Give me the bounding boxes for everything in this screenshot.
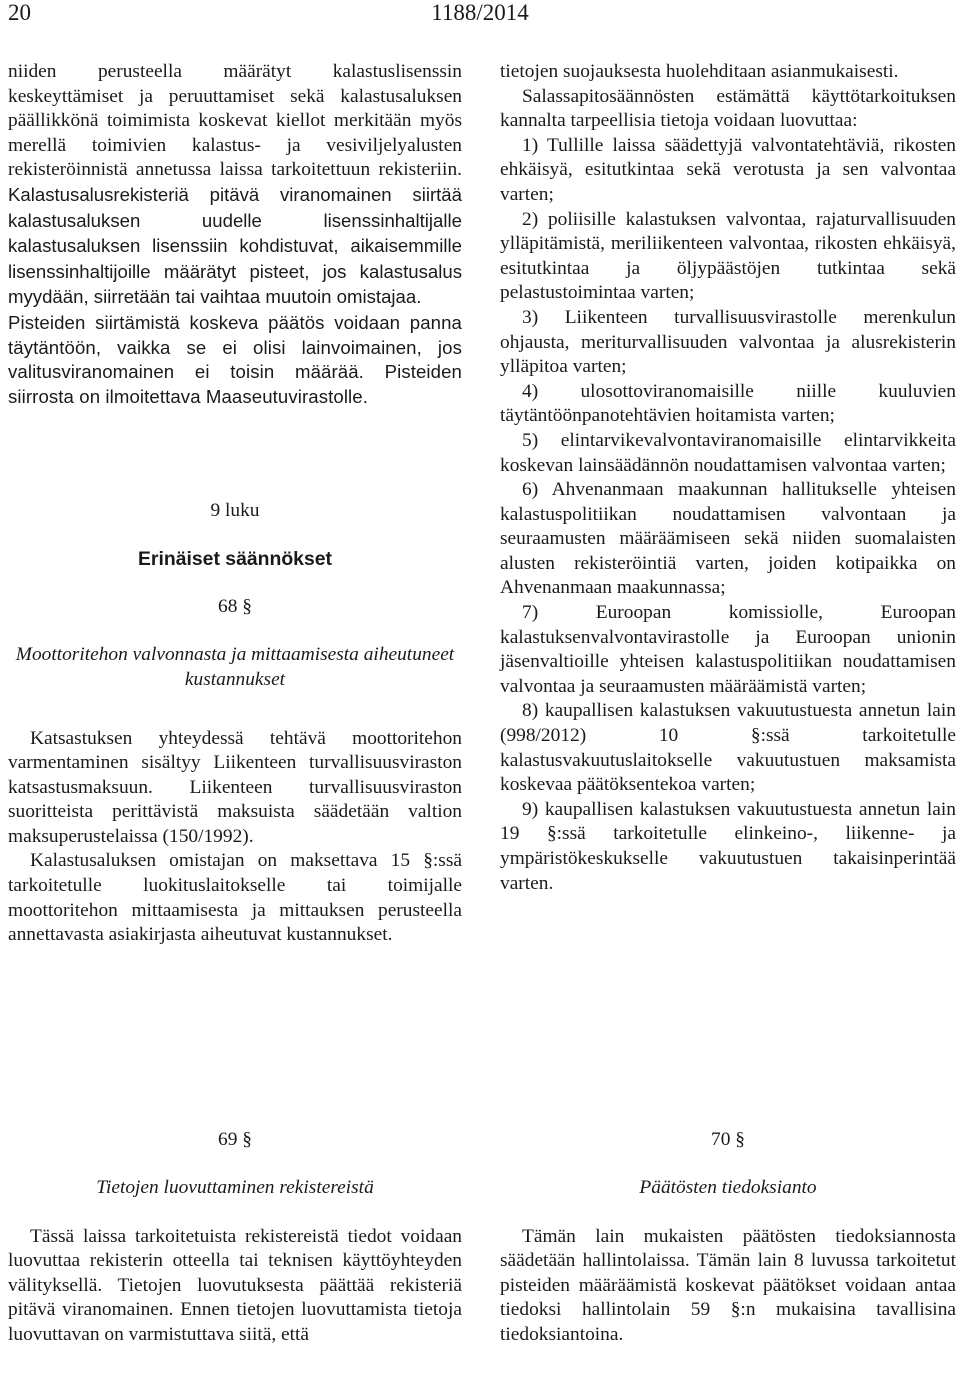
paragraph: Kalastusaluksen omistajan on maksettava 15 §:ssä tarkoitetulle luokituslaitokselle tai toimijalle moottoritehon mittaamisesta ja mittauksen perusteella annettavasta asiakirjasta aiheutuvat kustannukset. — [8, 850, 462, 946]
list-item: 8) kaupallisen kalastuksen vakuutustuesta annetun lain (998/2012) 10 §:ssä tarkoitetulle kalastusvakuutuslaitokselle vakuutustuen maksamista koskevaa päätöksentekoa varten; — [500, 700, 956, 796]
list-item: 9) kaupallisen kalastuksen vakuutustuesta annetun lain 19 §:ssä tarkoitetulle elinkeino-, liikenne- ja ympäristökeskukselle vakuutustuen takaisinperintää varten. — [500, 798, 956, 894]
list-item: 6) Ahvenanmaan maakunnan hallitukselle yhteisen kalastuspolitiikan noudattamisen valvontaan ja seuraamusten määräämiseen sekä niiden suomalaisten alusten rekisteröintiä varten, joiden kotipaikka on Ahvenanmaan maakunnassa; — [500, 479, 956, 599]
paragraph — [8, 60, 462, 311]
list-item: 1) Tullille laissa säädettyjä valvontatehtäviä, rikosten ehkäisyä, esitutkintaa sekä verotusta ja sen valvontaa varten; — [500, 134, 956, 205]
section-number: 70 § — [711, 1129, 745, 1150]
document-number: 1188/2014 — [431, 0, 529, 25]
section-title: Tietojen luovuttaminen rekistereistä — [96, 1177, 374, 1198]
list-item: 3) Liikenteen turvallisuusvirastolle merenkulun ohjausta, meriturvallisuuden valvontaa ja alusrekisterin ylläpitoa varten; — [500, 306, 956, 378]
page-header — [0, 0, 960, 30]
paragraph-text: niiden perusteella määrätyt kalastuslisenssin keskeyttämiset ja peruuttamiset sekä kalastusaluksen päällikkönä toimimista koskevat kiellot merkitään myös merellä toimivien kalastus- ja vesiviljelyalusten rekisteröinnistä annetussa laissa tarkoitettuun rekisteriin. — [8, 61, 462, 181]
left-column — [8, 60, 462, 948]
section-number: 68 § — [218, 596, 252, 618]
list-item: 4) ulosottoviranomaisille niille kuuluvien täytäntöönpanotehtävien hoitamista varten; — [500, 380, 956, 427]
section-70 — [500, 1128, 956, 1348]
right-column — [500, 60, 956, 896]
section-title: Moottoritehon valvonnasta ja mittaamisesta aiheutuneet kustannukset — [15, 644, 455, 690]
paragraph: Katsastuksen yhteydessä tehtävä moottoritehon varmentaminen sisältyy Liikenteen turvallisuusviraston katsastusmaksuun. Liikenteen turvallisuusviraston suoritteista perittävistä maksuista säädetään valtion maksuperustelaissa (150/1992). — [8, 727, 462, 847]
paragraph-text: Kalastusalusrekisteriä pitävä viranomainen siirtää kalastusaluksen uudelle lisenssinhaltijalle kalastusaluksen lisenssiin kohdistuvat, aikaisemmille lisenssinhaltijoille määrätyt pisteet, jos kalastusalus myydään, siirretään tai vaihtaa muutoin omistajaa. — [8, 183, 462, 308]
chapter-title: Erinäiset säännökset — [138, 548, 332, 571]
list-item: 2) poliisille kalastuksen valvontaa, rajaturvallisuuden ylläpitämistä, meriliikenteen valvontaa, rikosten ehkäisyä, esitutkintaa ja öljypäästöjen tutkintaa sekä pelastustoimintaa varten; — [500, 208, 956, 304]
section-number: 69 § — [218, 1129, 252, 1150]
page-number: 20 — [8, 0, 31, 25]
paragraph: Tässä laissa tarkoitetuista rekistereistä tiedot voidaan luovuttaa rekisterin otteella tai teknisen käyttöyhteyden välityksellä. Tietojen luovutuksesta päättää rekisteriä pitävä viranomainen. Ennen tietojen luovuttamista tietoja luovuttavan on varmistuttava siitä, että — [8, 1225, 462, 1345]
list-item: 5) elintarvikevalvontaviranomaisille elintarvikkeita koskevan lainsäädännön noudattamisen valvontaa varten; — [500, 429, 956, 476]
chapter-number: 9 luku — [210, 500, 260, 522]
section-title: Päätösten tiedoksianto — [639, 1177, 817, 1198]
list-item: 7) Euroopan komissiolle, Euroopan kalastuksenvalvontavirastolle ja Euroopan unionin jäsenvaltioille yhteisen kalastuspolitiikan noudattamisen valvontaa ja seuraamusten määräämistä varten; — [500, 602, 956, 697]
paragraph: Pisteiden siirtämistä koskeva päätös voidaan panna täytäntöön, vaikka se ei olisi lainvoimainen, jos valitusviranomainen ei toisin määrää. Pisteiden siirrosta on ilmoitettava Maaseutuvirastolle. — [8, 311, 462, 407]
paragraph: tietojen suojauksesta huolehditaan asianmukaisesti. — [500, 61, 899, 82]
paragraph: Salassapitosäännösten estämättä käyttötarkoituksen kannalta tarpeellisia tietoja voidaan luovuttaa: — [500, 85, 956, 132]
section-69 — [8, 1128, 462, 1348]
paragraph: Tämän lain mukaisten päätösten tiedoksiannosta säädetään hallintolaissa. Tämän lain 8 luvussa tarkoitetut pisteiden määräämistä koskevat päätökset voidaan antaa tiedoksi hallintolain 59 §:n mukaisina tavallisina tiedoksiantoina. — [500, 1225, 956, 1345]
